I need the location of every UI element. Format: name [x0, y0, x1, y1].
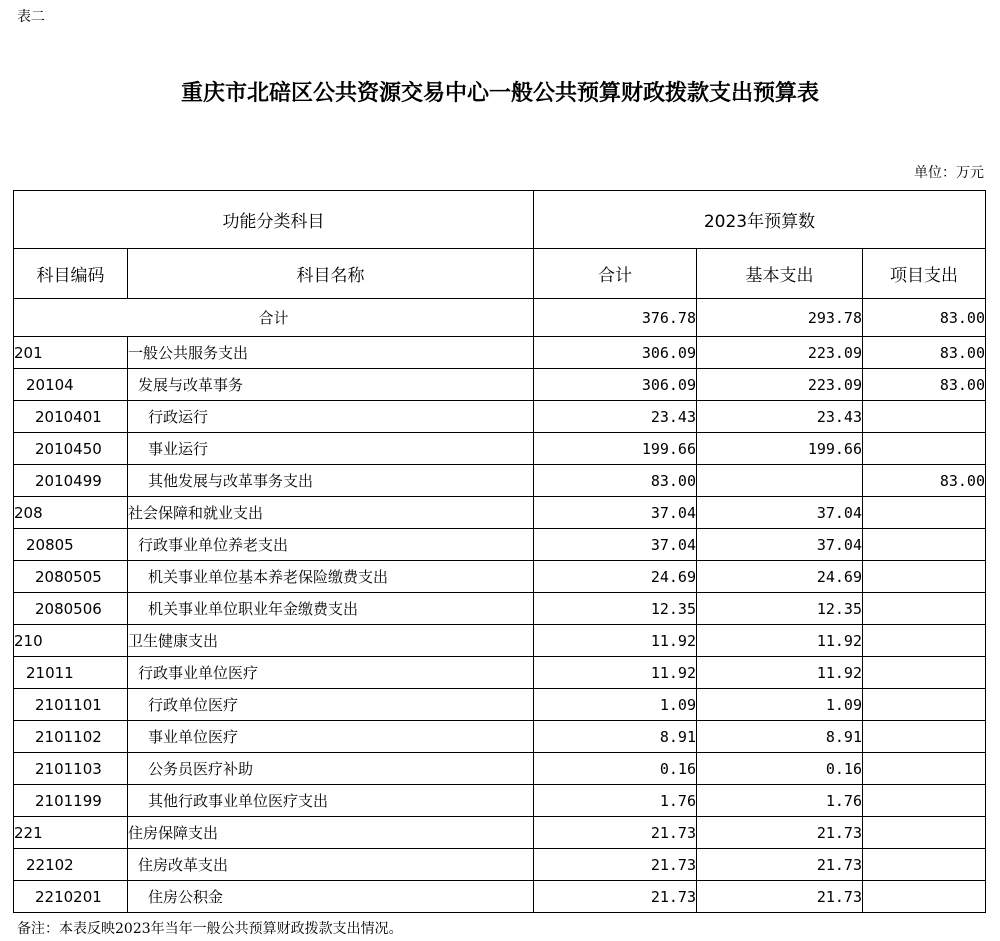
- project-cell: [863, 625, 986, 657]
- basic-cell: 21.73: [697, 881, 863, 913]
- project-cell: 83.00: [863, 369, 986, 401]
- code-cell: 2101103: [14, 753, 128, 785]
- total-cell: 1.76: [534, 785, 697, 817]
- total-label: 合计: [14, 299, 534, 337]
- name-cell: 事业单位医疗: [128, 721, 534, 753]
- project-cell: [863, 497, 986, 529]
- code-cell: 2010499: [14, 465, 128, 497]
- code-cell: 20104: [14, 369, 128, 401]
- name-cell: 行政事业单位医疗: [128, 657, 534, 689]
- table-row: [14, 881, 986, 913]
- table-row: [14, 657, 986, 689]
- header-name: 科目名称: [128, 249, 534, 299]
- page-title: 重庆市北碚区公共资源交易中心一般公共预算财政拨款支出预算表: [180, 80, 819, 106]
- project-cell: [863, 433, 986, 465]
- table-row: [14, 721, 986, 753]
- project-cell: [863, 529, 986, 561]
- total-cell: 376.78: [534, 299, 697, 337]
- code-cell: 2080506: [14, 593, 128, 625]
- total-row: [14, 299, 986, 337]
- code-cell: 2101101: [14, 689, 128, 721]
- basic-cell: 24.69: [697, 561, 863, 593]
- name-cell: 卫生健康支出: [128, 625, 534, 657]
- total-cell: 23.43: [534, 401, 697, 433]
- total-cell: 21.73: [534, 881, 697, 913]
- total-cell: 12.35: [534, 593, 697, 625]
- name-cell: 住房公积金: [128, 881, 534, 913]
- project-cell: [863, 721, 986, 753]
- name-cell: 住房改革支出: [128, 849, 534, 881]
- table-row: [14, 753, 986, 785]
- basic-cell: 1.09: [697, 689, 863, 721]
- total-cell: 199.66: [534, 433, 697, 465]
- name-cell: 社会保障和就业支出: [128, 497, 534, 529]
- project-cell: [863, 401, 986, 433]
- budget-table: [13, 190, 986, 913]
- name-cell: 发展与改革事务: [128, 369, 534, 401]
- total-cell: 83.00: [534, 465, 697, 497]
- name-cell: 事业运行: [128, 433, 534, 465]
- basic-cell: 0.16: [697, 753, 863, 785]
- table-row: [14, 785, 986, 817]
- name-cell: 机关事业单位职业年金缴费支出: [128, 593, 534, 625]
- project-cell: [863, 689, 986, 721]
- basic-cell: 199.66: [697, 433, 863, 465]
- total-cell: 11.92: [534, 625, 697, 657]
- basic-cell: [697, 465, 863, 497]
- name-cell: 其他行政事业单位医疗支出: [128, 785, 534, 817]
- project-cell: 83.00: [863, 299, 986, 337]
- basic-cell: 223.09: [697, 369, 863, 401]
- table-row: [14, 497, 986, 529]
- code-cell: 210: [14, 625, 128, 657]
- header-function-group: 功能分类科目: [14, 191, 534, 249]
- total-cell: 0.16: [534, 753, 697, 785]
- code-cell: 208: [14, 497, 128, 529]
- table-row: [14, 561, 986, 593]
- code-cell: 2010401: [14, 401, 128, 433]
- basic-cell: 11.92: [697, 657, 863, 689]
- table-row: [14, 337, 986, 369]
- project-cell: 83.00: [863, 337, 986, 369]
- total-cell: 21.73: [534, 817, 697, 849]
- total-cell: 1.09: [534, 689, 697, 721]
- header-project: 项目支出: [863, 249, 986, 299]
- basic-cell: 37.04: [697, 497, 863, 529]
- code-cell: 2101102: [14, 721, 128, 753]
- project-cell: [863, 785, 986, 817]
- total-cell: 8.91: [534, 721, 697, 753]
- name-cell: 公务员医疗补助: [128, 753, 534, 785]
- table-row: [14, 593, 986, 625]
- header-basic: 基本支出: [697, 249, 863, 299]
- project-cell: 83.00: [863, 465, 986, 497]
- table-row: [14, 369, 986, 401]
- table-label: 表二: [17, 9, 45, 25]
- name-cell: 行政运行: [128, 401, 534, 433]
- project-cell: [863, 657, 986, 689]
- table-row: [14, 817, 986, 849]
- project-cell: [863, 561, 986, 593]
- code-cell: 2080505: [14, 561, 128, 593]
- project-cell: [863, 753, 986, 785]
- name-cell: 机关事业单位基本养老保险缴费支出: [128, 561, 534, 593]
- basic-cell: 8.91: [697, 721, 863, 753]
- total-cell: 24.69: [534, 561, 697, 593]
- unit-label: 单位：万元: [914, 165, 984, 181]
- name-cell: 行政单位医疗: [128, 689, 534, 721]
- project-cell: [863, 881, 986, 913]
- code-cell: 2210201: [14, 881, 128, 913]
- header-code: 科目编码: [14, 249, 128, 299]
- basic-cell: 11.92: [697, 625, 863, 657]
- code-cell: 221: [14, 817, 128, 849]
- total-cell: 306.09: [534, 337, 697, 369]
- basic-cell: 21.73: [697, 817, 863, 849]
- table-row: [14, 465, 986, 497]
- code-cell: 20805: [14, 529, 128, 561]
- table-row: [14, 433, 986, 465]
- basic-cell: 12.35: [697, 593, 863, 625]
- table-body: [14, 299, 986, 913]
- name-cell: 一般公共服务支出: [128, 337, 534, 369]
- basic-cell: 23.43: [697, 401, 863, 433]
- name-cell: 行政事业单位养老支出: [128, 529, 534, 561]
- project-cell: [863, 849, 986, 881]
- basic-cell: 21.73: [697, 849, 863, 881]
- basic-cell: 1.76: [697, 785, 863, 817]
- total-cell: 306.09: [534, 369, 697, 401]
- code-cell: 2010450: [14, 433, 128, 465]
- total-cell: 37.04: [534, 497, 697, 529]
- table-row: [14, 625, 986, 657]
- code-cell: 201: [14, 337, 128, 369]
- header-total: 合计: [534, 249, 697, 299]
- total-cell: 37.04: [534, 529, 697, 561]
- name-cell: 其他发展与改革事务支出: [128, 465, 534, 497]
- header-budget-group: 2023年预算数: [534, 191, 986, 249]
- footnote: 备注：本表反映2023年当年一般公共预算财政拨款支出情况。: [17, 921, 403, 937]
- basic-cell: 293.78: [697, 299, 863, 337]
- code-cell: 2101199: [14, 785, 128, 817]
- code-cell: 21011: [14, 657, 128, 689]
- total-cell: 11.92: [534, 657, 697, 689]
- table-row: [14, 401, 986, 433]
- basic-cell: 223.09: [697, 337, 863, 369]
- code-cell: 22102: [14, 849, 128, 881]
- project-cell: [863, 817, 986, 849]
- total-cell: 21.73: [534, 849, 697, 881]
- name-cell: 住房保障支出: [128, 817, 534, 849]
- table-row: [14, 529, 986, 561]
- project-cell: [863, 593, 986, 625]
- table-row: [14, 849, 986, 881]
- basic-cell: 37.04: [697, 529, 863, 561]
- table-row: [14, 689, 986, 721]
